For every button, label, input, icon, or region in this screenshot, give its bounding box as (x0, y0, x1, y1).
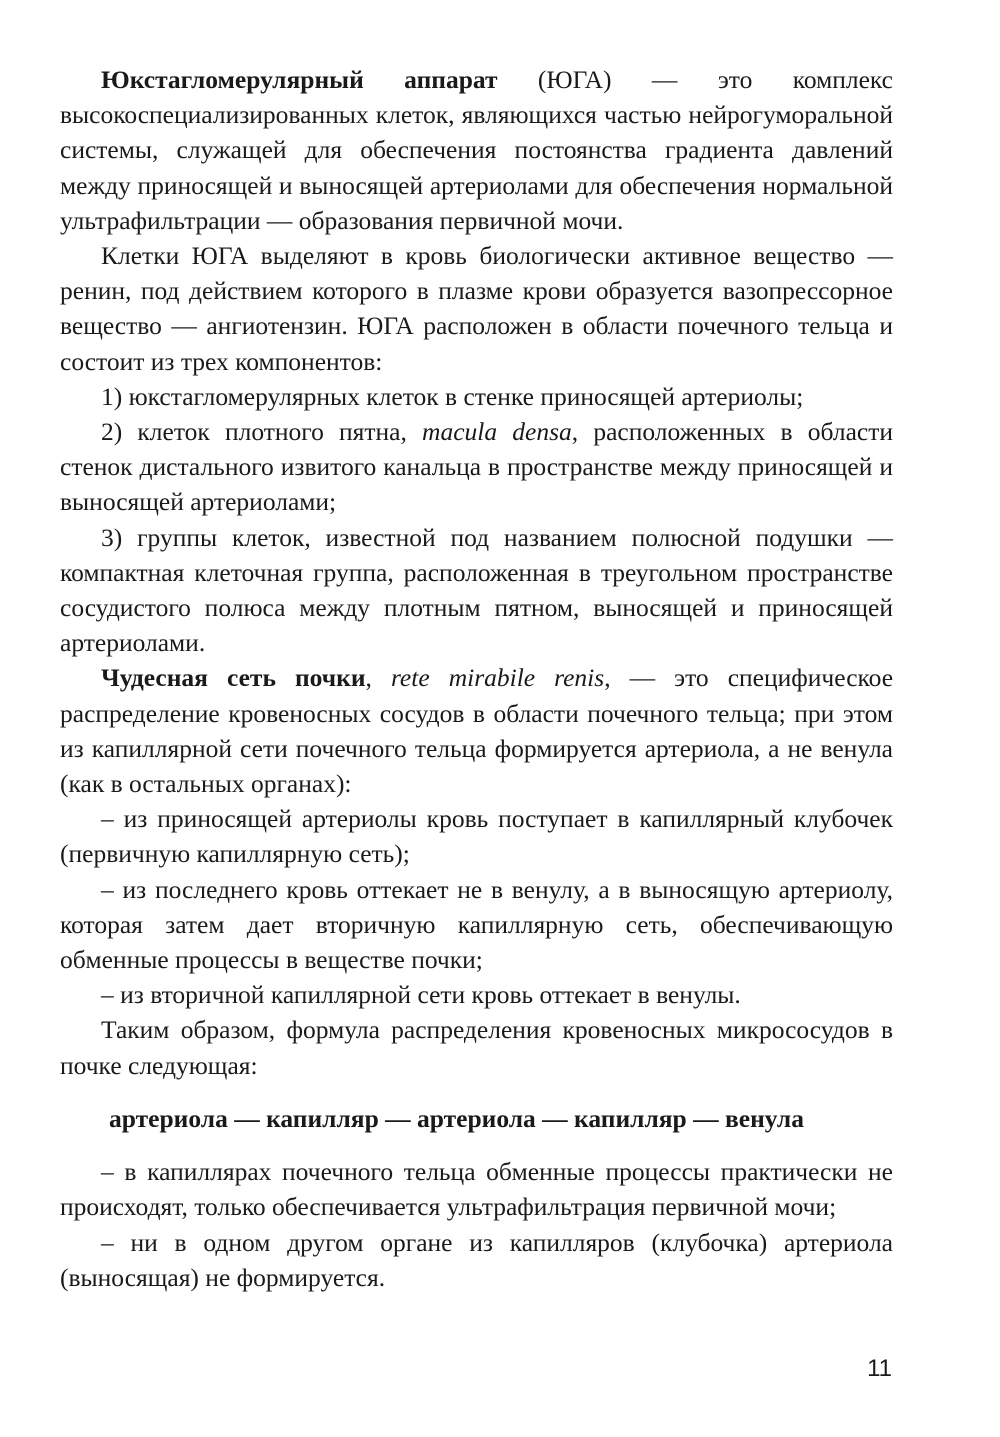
list-item-blood-flow-2: – из последнего кровь оттекает не в венулу, а в выносящую артериолу, которая затем дает вторичную капиллярную сеть, обеспечивающую обменные процессы в веществе почки; (60, 874, 893, 975)
list-item-blood-flow-1: – из приносящей артериолы кровь поступает в капиллярный клубочек (первичную капиллярную сеть); (60, 804, 893, 869)
component-2-after: , расположенных в области стенок дистального извитого канальца в пространстве между приносящей и выносящей артериолами; (60, 417, 893, 517)
paragraph-juga-definition (60, 62, 893, 238)
list-item-component-1: 1) юкстагломерулярных клеток в стенке приносящей артериолы; (101, 381, 804, 411)
list-item-note-1: – в капиллярах почечного тельца обменные процессы практически не происходят, только обеспечивается ультрафильтрация первичной мочи; (60, 1157, 893, 1222)
juga-definition-text: (ЮГА) — это комплекс высокоспециализированных клеток, являющихся частью нейрогуморальной системы, служащей для обеспечения постоянства градиента давлений между приносящей и выносящей артериолами для обеспечения нормальной ультрафильтрации — образования первичной мочи. (60, 65, 893, 235)
paragraph-rete-mirabile (60, 660, 893, 801)
rete-mirabile-text: , — это специфическое распределение кровеносных сосудов в области почечного тельца; при этом из капиллярной сети почечного тельца формируется артериола, а не венула (как в остальных органах): (60, 663, 894, 799)
list-item-component-3: 3) группы клеток, известной под названием полюсной подушки — компактная клеточная группа, расположенная в треугольном пространстве сосудистого полюса между плотным пятном, выносящей и приносящей артериолами. (60, 522, 893, 658)
page-body (60, 62, 893, 1295)
paragraph-formula-intro: Таким образом, формула распределения кровеносных микрососудов в почке следующая: (60, 1015, 893, 1080)
page-number: 11 (867, 1355, 892, 1382)
formula-microvessels: артериола — капилляр — артериола — капилляр — венула (109, 1103, 804, 1133)
latin-macula-densa: macula densa (422, 417, 572, 447)
rete-sep: , (365, 663, 391, 693)
term-rete-mirabile: Чудесная сеть почки (101, 663, 366, 693)
list-item-note-2: – ни в одном другом органе из капилляров (клубочка) артериола (выносящая) не формируется. (60, 1227, 893, 1292)
list-item-blood-flow-3: – из вторичной капиллярной сети кровь оттекает в венулы. (101, 980, 741, 1010)
paragraph-juga-cells: Клетки ЮГА выделяют в кровь биологически активное вещество — ренин, под действием которого в плазме крови образуется вазопрессорное вещество — ангиотензин. ЮГА расположен в области почечного тельца и состоит из трех компонентов: (60, 241, 893, 376)
term-juga: Юкстагломерулярный аппарат (101, 65, 498, 94)
latin-rete-mirabile: rete mirabile renis (390, 663, 605, 693)
list-item-component-2 (60, 414, 893, 520)
component-2-before: 2) клеток плотного пятна, (101, 417, 423, 447)
